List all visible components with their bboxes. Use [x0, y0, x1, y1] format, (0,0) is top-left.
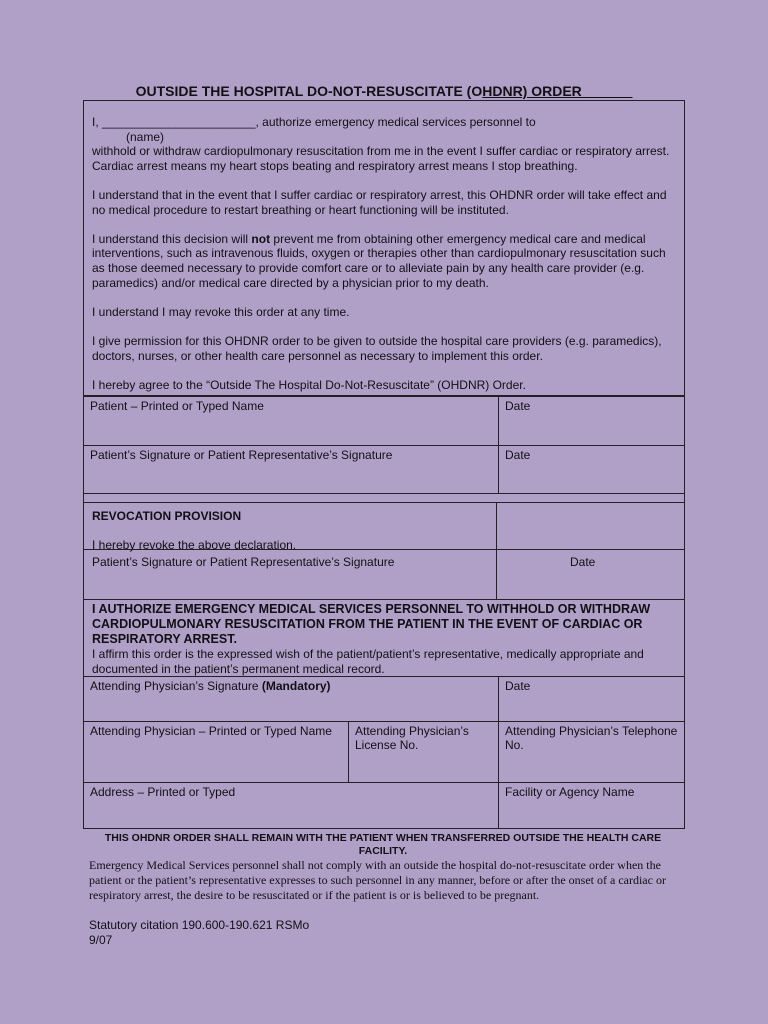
consent-statement: [84, 101, 684, 397]
revocation-signature-label: Patient’s Signature or Patient Representative’s Signature: [92, 555, 395, 570]
physician-details-row: [84, 722, 684, 783]
revocation-date-label: Date: [570, 555, 596, 570]
patient-name-field[interactable]: [84, 397, 498, 445]
revocation-divider: [84, 549, 496, 550]
patient-signature-row: [84, 446, 684, 494]
revocation-title: REVOCATION PROVISION: [92, 509, 242, 524]
physician-name-field[interactable]: [84, 722, 348, 782]
facility-field[interactable]: [498, 783, 684, 828]
physician-signature-label: Attending Physician’s Signature: [90, 679, 262, 694]
patient-signature-field[interactable]: [84, 446, 498, 493]
patient-signature-label: Patient’s Signature or Patient Representative’s Signature: [90, 448, 393, 463]
patient-date-field[interactable]: [498, 397, 684, 445]
address-label: Address – Printed or Typed: [90, 785, 236, 800]
physician-signature-field[interactable]: [84, 677, 498, 721]
transfer-notice: THIS OHDNR ORDER SHALL REMAIN WITH THE PATIENT WHEN TRANSFERRED OUTSIDE THE HEALTH CARE FACILITY.: [104, 832, 662, 857]
ems-compliance-notice: Emergency Medical Services personnel shall not comply with an outside the hospital do-not-resuscitate order when the patient or the patient’s representative expresses to such personnel in any manner, before or after the onset of a cardiac or respiratory arrest, the desire to be resuscitated or if the patient is or is believed to be pregnant.: [89, 858, 666, 902]
form-version: 9/07: [89, 933, 113, 947]
consent-paragraph-5: I give permission for this OHDNR order to be given to outside the hospital care providers (e.g. paramedics), doctors, nurses, or other health care personnel as necessary to implement this order.: [92, 333, 662, 363]
physician-phone-field[interactable]: [498, 722, 684, 782]
physician-name-label: Attending Physician – Printed or Typed Name: [90, 724, 332, 739]
revocation-section: [84, 503, 684, 600]
physician-license-label: Attending Physician’s License No.: [355, 724, 469, 753]
consent-paragraph-3-pre: I understand this decision will: [92, 231, 252, 246]
revocation-date-field[interactable]: [497, 503, 684, 599]
physician-license-field[interactable]: [348, 722, 498, 782]
spacer-row: [84, 494, 684, 503]
physician-signature-row: [84, 677, 684, 722]
physician-phone-label: Attending Physician’s Telephone No.: [505, 724, 678, 753]
consent-paragraph-3-post: prevent me from obtaining other emergency medical care and medical interventions, such as intravenous fluids, oxygen or therapies other than cardiopulmonary resuscitation such as those deemed necessary to provide comfort care or to alleviate pain by any health care provider (e.g. paramedics) and/or medical care directed by a physician prior to my death.: [92, 231, 666, 290]
consent-paragraph-1: withhold or withdraw cardiopulmonary resuscitation from me in the event I suffer cardiac or respiratory arrest. Cardiac arrest means my heart stops beating and respiratory arrest means I stop breathing.: [92, 144, 670, 173]
consent-paragraph-6: I hereby agree to the “Outside The Hospital Do-Not-Resuscitate” (OHDNR) Order.: [92, 377, 526, 392]
form-title-text: OUTSIDE THE HOSPITAL DO-NOT-RESUSCITATE (O: [135, 83, 483, 99]
revocation-text: I hereby revoke the above declaration.: [92, 538, 297, 553]
physician-date-field[interactable]: [498, 677, 684, 721]
form-frame: [83, 100, 685, 829]
statutory-citation: [89, 918, 309, 948]
facility-label: Facility or Agency Name: [505, 785, 635, 800]
patient-signature-date-field[interactable]: [498, 446, 684, 493]
consent-paragraph-2: I understand that in the event that I suffer cardiac or respiratory arrest, this OHDNR order will take effect and no medical procedure to restart breathing or heart functioning will be instituted.: [92, 187, 667, 217]
physician-date-label: Date: [505, 679, 531, 694]
address-field[interactable]: [84, 783, 498, 828]
consent-paragraph-3-bold: not: [251, 231, 271, 246]
patient-name-row: [84, 397, 684, 446]
patient-date-label: Date: [505, 399, 531, 414]
revocation-signature-field[interactable]: [84, 503, 497, 599]
affirmation-statement: I affirm this order is the expressed wish of the patient/patient’s representative, medically appropriate and documented in the patient’s permanent medical record.: [92, 647, 644, 676]
mandatory-label: (Mandatory): [261, 679, 331, 694]
form-title-underlined: HDNR) ORDER ______: [482, 83, 633, 99]
revocation-date-divider: [497, 549, 684, 550]
authorization-statement: I AUTHORIZE EMERGENCY MEDICAL SERVICES PERSONNEL TO WITHHOLD OR WITHDRAW CARDIOPULMONARY RESUSCITATION FROM THE PATIENT IN THE EVENT OF CARDIAC OR RESPIRATORY ARREST.: [92, 602, 651, 647]
citation-text: Statutory citation 190.600-190.621 RSMo: [89, 918, 310, 932]
patient-name-label: Patient – Printed or Typed Name: [90, 399, 264, 414]
consent-paragraph-4: I understand I may revoke this order at any time.: [92, 304, 350, 319]
physician-authorization: [84, 600, 684, 677]
name-caption: (name): [126, 129, 165, 144]
name-blank-line[interactable]: I, _______________________, authorize emergency medical services personnel to: [92, 115, 536, 129]
address-row: [84, 783, 684, 828]
consent-paragraph-3: [92, 232, 676, 290]
form-title: [0, 83, 768, 99]
patient-signature-date-label: Date: [505, 448, 531, 463]
